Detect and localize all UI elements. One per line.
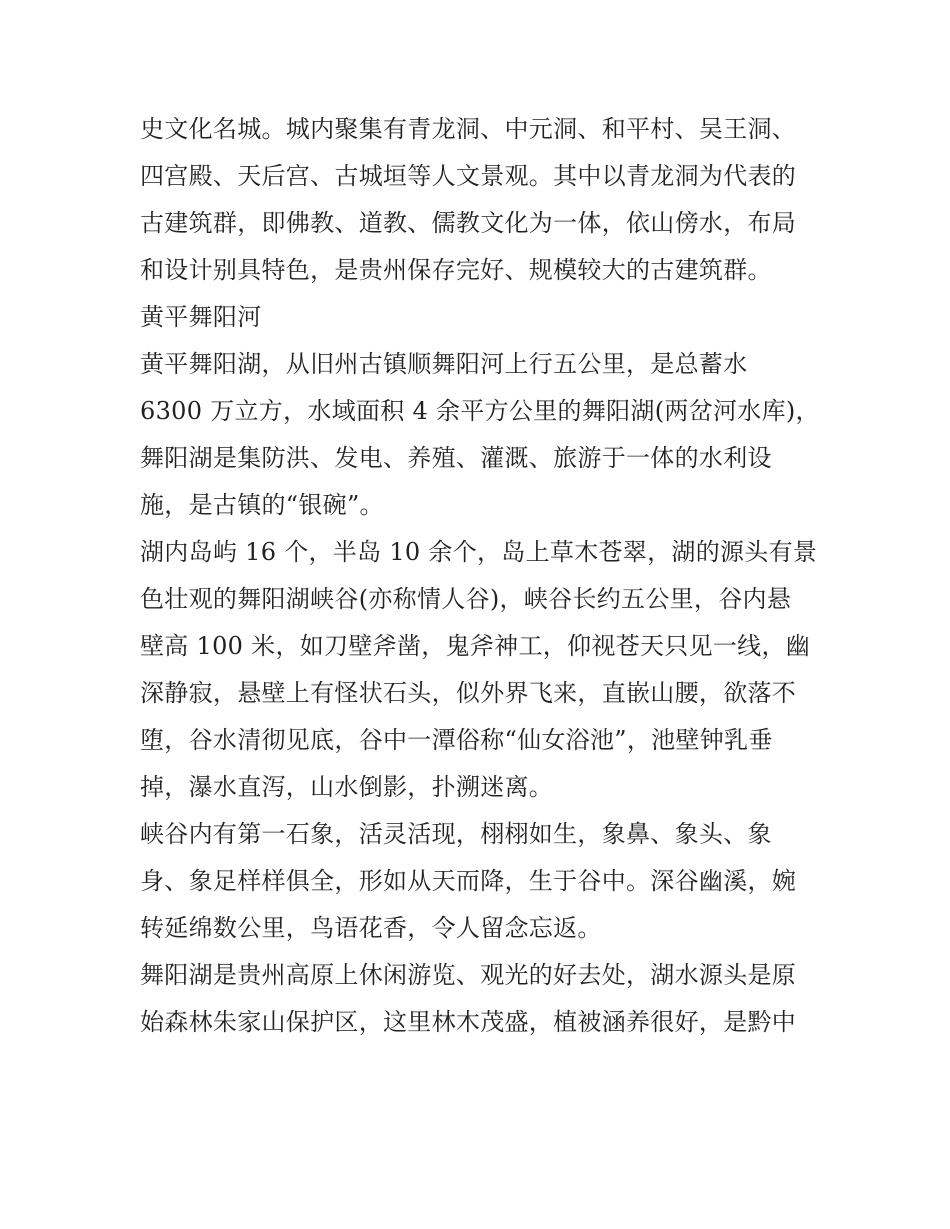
- text-line: 舞阳湖是贵州高原上休闲游览、观光的好去处，湖水源头是原: [140, 961, 797, 989]
- text-line: 峡谷内有第一石象，活灵活现，栩栩如生，象鼻、象头、象: [140, 820, 772, 848]
- text-line: 深静寂，悬壁上有怪状石头，似外界飞来，直嵌山腰，欲落不: [140, 679, 797, 707]
- text-line: 转延绵数公里，鸟语花香，令人留念忘返。: [140, 914, 602, 942]
- text-line: 施，是古镇的“银碗”。: [140, 491, 384, 519]
- text-line: 掉，瀑水直泻，山水倒影，扑溯迷离。: [140, 773, 554, 801]
- text-line: 和设计别具特色，是贵州保存完好、规模较大的古建筑群。: [140, 256, 772, 284]
- text-line: 6300 万立方，水域面积 4 余平方公里的舞阳湖(两岔河水库)，: [140, 397, 820, 425]
- text-line: 堕，谷水清彻见底，谷中一潭俗称“仙女浴池”，池壁钟乳垂: [140, 726, 773, 754]
- text-line: 始森林朱家山保护区，这里林木茂盛，植被涵养很好，是黔中: [140, 1008, 797, 1036]
- section-heading: 黄平舞阳河: [140, 303, 262, 331]
- text-line: 色壮观的舞阳湖峡谷(亦称情人谷)，峡谷长约五公里，谷内悬: [140, 585, 792, 613]
- text-line: 黄平舞阳湖，从旧州古镇顺舞阳河上行五公里，是总蓄水: [140, 350, 748, 378]
- document-body: [140, 106, 820, 1046]
- text-line: 舞阳湖是集防洪、发电、养殖、灌溉、旅游于一体的水利设: [140, 444, 772, 472]
- text-line: 史文化名城。城内聚集有青龙洞、中元洞、和平村、吴王洞、: [140, 115, 797, 143]
- text-line: 壁高 100 米，如刀壁斧凿，鬼斧神工，仰视苍天只见一线，幽: [140, 632, 811, 660]
- text-line: 四宫殿、天后宫、古城垣等人文景观。其中以青龙洞为代表的: [140, 162, 797, 190]
- text-line: 古建筑群，即佛教、道教、儒教文化为一体，依山傍水，布局: [140, 209, 797, 237]
- text-line: 身、象足样样俱全，形如从天而降，生于谷中。深谷幽溪，婉: [140, 867, 797, 895]
- text-line: 湖内岛屿 16 个，半岛 10 余个，岛上草木苍翠，湖的源头有景: [140, 538, 818, 566]
